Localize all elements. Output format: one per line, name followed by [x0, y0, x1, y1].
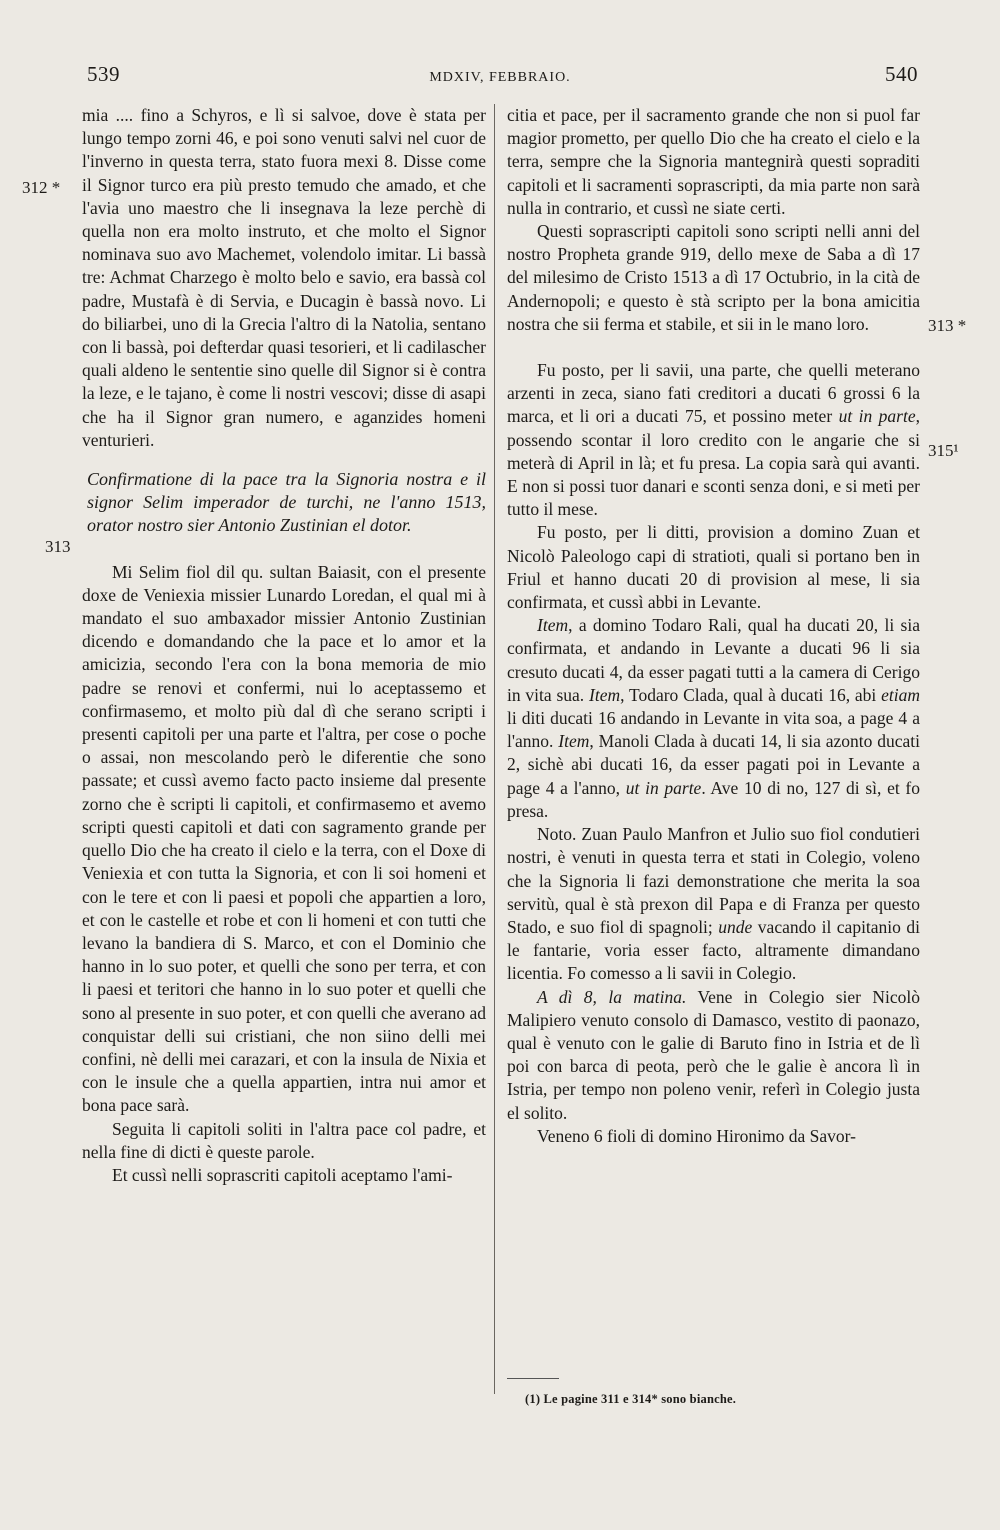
footnote-rule: [507, 1378, 559, 1379]
paragraph: Questi soprascripti capitoli sono scripti nelli anni del nostro Propheta grande 919, dello mexe de Saba a dì 17 del milesimo de Cristo 1513 a dì 17 Octubrio, in la cità de Andernopoli; e questo è stà scripto per la bona amicitia nostra che sii ferma et stabile, et sii in le mano loro.: [507, 221, 920, 334]
paragraph: A dì 8, la matina. Vene in Colegio sier Nicolò Malipiero venuto consolo di Damasco, vestito di paonazo, qual è venuto con le galie di Baruto fino in Istria et de lì poi con barca di peota, però che le galie è ancora lì in Istria, per tempo non poleno venir, referì in Colegio justa el solito.: [507, 986, 920, 1123]
paragraph: Fu posto, per li ditti, provision a domino Zuan et Nicolò Paleologo capi di stratioti, quali si portano ben in Friul et hanno ducati 20 di provision al mese, li sia confirmata, et cussì abbi in Levante.: [507, 522, 920, 613]
paragraph: Fu posto, per li savii, una parte, che quelli meterano arzenti in zeca, siano fati creditori a ducati 6 grossi 6 la marca, et li ori a ducati 75, et possino meter ut in parte, possendo scontar il loro credito con le angarie che si meterà di April in là; et fu presa. La copia sarà qui avanti. E non si possi tuor danari e sconti senza doni, e si meti per tutto il mese.: [507, 360, 920, 520]
paragraph: Noto. Zuan Paulo Manfron et Julio suo fiol condutieri nostri, è venuti in questa terra et stati in Colegio, voleno che la Signoria li fazi demonstratione che merita la soa servitù, qual è stà prexon dil Papa e di Franza per questo Stado, e suo fiol di spagnoli; unde vacando il capitanio di le fantarie, voria esser facto, altramente dimandano licentia. Fo comesso a li savii in Colegio.: [507, 824, 921, 984]
footnote: (1) Le pagine 311 e 314* sono bianche.: [525, 1392, 737, 1406]
paragraph: Veneno 6 fioli di domino Hironimo da Savor-: [537, 1125, 856, 1146]
margin-note-312: 312 *: [22, 178, 61, 197]
page-number-right: 540: [885, 62, 918, 86]
paragraph: Item, a domino Todaro Rali, qual ha ducati 20, li sia confirmata, et andando in Levante a ducati 96 li sia cresuto ducati 4, da esser pagati tutti a la camera di Cerigo in vita sua. Item, Todaro Clada, qual à ducati 16, abi etiam li diti ducati 16 andando in Levante in vita soa, a page 4 a l'anno. Item, Manoli Clada à ducati 14, li sia azonto ducati 2, sichè abi ducati 16, da esser pagati poi in Levante a page 4 a l'anno, ut in parte. Ave 10 di no, 127 di sì, et fo presa.: [507, 615, 921, 821]
paragraph: Seguita li capitoli soliti in l'altra pace col padre, et nella fine di dicti è queste parole.: [82, 1118, 486, 1162]
margin-note-313-star: 313 *: [928, 316, 967, 335]
paragraph: Mi Selim fiol dil qu. sultan Baiasit, con el presente doxe de Veniexia missier Lunardo Loredan, el qual mi à mandato el suo ambaxador missier Antonio Zustinian dicendo e domandando che la pace et lo amor et la amicizia, secondo l'era con la bona memoria de mio padre se renovi et confermi, nui lo aceptassemo et confirmasemo, et molto più dal dì che serano scripti i presenti capitoli per una parte et l'altra, per cose o poche o assai, non mescolando però le diferentie che sono passate; et cussì avemo facto pacto insieme dal presente zorno che è scripti li capitoli, et confirmasemo et avemo scripti questi capitoli et dati con sagramento grande per quello Dio che ha creato il cielo e la terra, con el Doxe di Veniexia et con tutta la Signoria, et con li soi homeni et con le tere et con li paesi et popoli che appartien a loro, et con le castelle et robe et con li homeni et con tutti che levano la bandiera di S. Marco, et con el Dominio che hanno in lo suo poter, et quelli che sono per terra, et con li paesi et teritori che hanno in lo suo poter et quelli che sono al presente in suo poter, et con quelli che averano ad conquistar delli sui cristiani, che non siino delli mei confini, nè delli mei carazari, et con la insula de Nixia et con le insule che a quella appartien, intra nui amor et bona pace sarà.: [82, 561, 486, 1116]
right-column: [507, 104, 920, 1148]
paragraph: citia et pace, per il sacramento grande che non si puol far magior promettο, per quello Dio che ha creato el cielo e la terra, sempre che la Signoria mantegnirà questi sopraditi capitoli et li sacramenti soprascripti, da mia parte non sarà nulla in contrario, et cussì ne siate certi.: [507, 105, 920, 218]
paragraph: mia .... fino a Schyros, e lì si salvoe, dove è stata per lungo tempo zorni 46, e poi sono venuti salvi nel cuor de l'inverno in questa terra, stato fuora mexi 8. Disse come il Signor turco era più presto temudo che amado, et che l'avia uno maestro che li insegnava la leze perchè di quella non era molto instruto, et che molto el Signor nominava suo avo Machemet, volendolo imitar. Li bassà tre: Achmat Charzego è molto belo e savio, era bassà col padre, Mustafà è di Servia, e Ducagin è bassà novo. Li do biliarbei, uno di la Grecia l'altro di la Natolia, sentano con li bassà, poi defterdar quasi tesorieri, et li cadilascher quali aldeno le sententie sino quelle dil Signor si è contra la leze, e le tajano, è come li nostri vescovi; disse di asapi che ha il Signor gran numero, e aganzides homeni venturieri.: [82, 105, 486, 450]
margin-note-315: 315¹: [928, 441, 959, 460]
left-column: [82, 104, 486, 1187]
section-title: Confirmatione di la pace tra la Signoria nostra e il signor Selim imperador de turchi, ne l'anno 1513, orator nostro sier Antonio Zustinian el dotor.: [87, 469, 486, 536]
margin-note-313: 313: [45, 537, 71, 556]
page-number-left: 539: [87, 62, 120, 86]
column-divider: [494, 104, 495, 1394]
running-title: MDXIV, FEBBRAIO.: [429, 70, 571, 85]
paragraph: Et cussì nelli soprascriti capitoli aceptamo l'ami-: [112, 1164, 453, 1185]
